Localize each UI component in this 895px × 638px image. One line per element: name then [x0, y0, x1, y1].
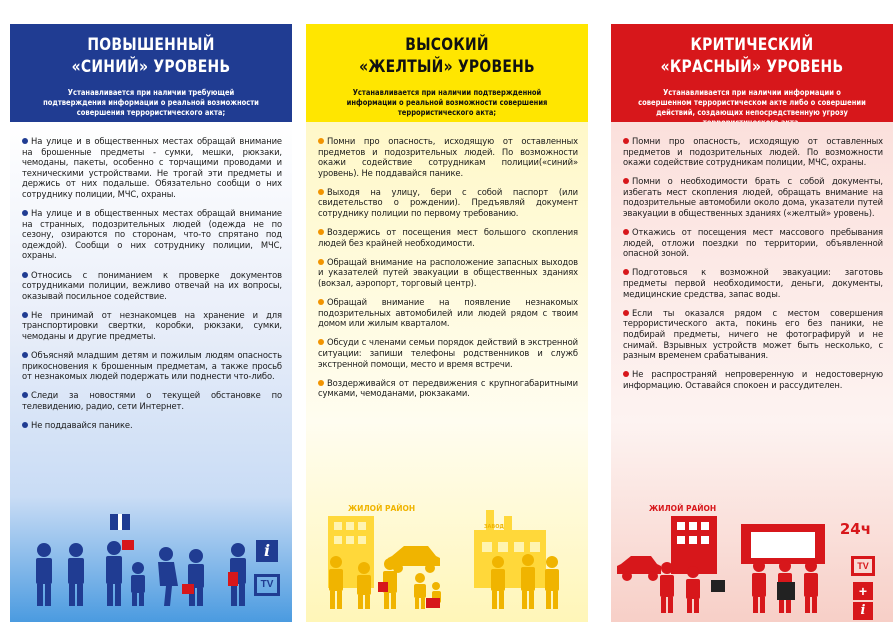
yellow-city-illustration — [306, 502, 588, 622]
red-title-line1: КРИТИЧЕСКИЙ — [690, 35, 814, 55]
column-red-level — [611, 24, 893, 622]
yellow-illustration — [306, 502, 588, 622]
blue-illustration — [10, 512, 292, 622]
list-item: Выходя на улицу, бери с собой паспорт (или свидетельство о рождении). Предъявляй документ сотруднику полиции по первому требованию. — [318, 186, 578, 219]
bullet-icon — [318, 259, 324, 265]
list-item: Не принимай от незнакомцев на хранение и для транспортировки свертки, коробки, рюкзаки, сумки, чемоданы и другие предметы. — [22, 309, 282, 341]
bullet-icon — [22, 352, 28, 358]
bullet-icon — [623, 138, 629, 144]
bullet-icon — [318, 339, 324, 345]
blue-level-subtitle: Устанавливается при наличии требующей подтверждения информации о реальной возможности совершения террористического акта; — [43, 88, 259, 117]
yellow-level-body — [306, 122, 588, 622]
red-level-subtitle: Устанавливается при наличии информации о совершенном террористическом акте либо о совершении действий, создающих непосредственную угрозу — [638, 88, 866, 117]
bullet-icon — [623, 229, 629, 235]
info-icon: i — [256, 540, 278, 562]
bullet-icon — [623, 310, 629, 316]
bullet-icon — [623, 178, 629, 184]
list-item: Не поддавайся панике. — [22, 420, 282, 431]
yellow-level-subtitle: Устанавливается при наличии подтвержденной информации о реальной возможности совершения террористического акта; — [346, 88, 548, 117]
gift-box-icon — [110, 514, 130, 530]
yellow-level-list — [306, 122, 588, 399]
list-item: Обсуди с членами семьи порядок действий в экстренной ситуации: запиши телефоны родственников и служб экстренной помощи, место и время встречи. — [318, 337, 578, 369]
blue-level-title — [35, 34, 266, 78]
column-yellow-level — [306, 24, 588, 622]
badge-24h: 24ч — [839, 520, 871, 538]
yellow-level-header — [306, 24, 588, 122]
red-title-line2: «КРАСНЫЙ» УРОВЕНЬ — [660, 57, 844, 77]
red-level-list — [611, 122, 893, 390]
list-item: Объясняй младшим детям и пожилым людям опасность прикосновения к брошенным предметам, а также просьб от незнакомых людей подержать или поднести что-либо. — [22, 350, 282, 382]
bullet-icon — [318, 229, 324, 235]
list-item: Воздерживайся от передвижения с крупногабаритными сумками, чемоданами, рюкзаками. — [318, 377, 578, 399]
bullet-icon — [22, 392, 28, 398]
bullet-icon — [623, 269, 629, 275]
list-item: На улице и в общественных местах обращай внимание на брошенные предметы - сумки, мешки, рюкзаки, чемоданы, пакеты, особенно с торчащими проводами и техническими устройствами. Не трогай эти предметы и держись от них подальше. Обязательно сообщи о них сотруднику полиции, МЧС, охраны. — [22, 136, 282, 199]
column-blue-level — [10, 24, 292, 622]
list-item: Обращай внимание на появление незнакомых подозрительных автомобилей или людей рядом с твоим домом или жилым кварталом. — [318, 297, 578, 329]
bullet-icon — [318, 189, 324, 195]
list-item: Помни про опасность, исходящую от оставленных предметов и подозрительных людей. По возможности окажи содействие сотрудникам полиции(«синий» уровень). Не поддавайся панике. — [318, 136, 578, 178]
list-item: Откажись от посещения мест массового пребывания людей, отложи поездки по территории, объявленной опасной зоной. — [623, 227, 883, 259]
bullet-icon — [318, 380, 324, 386]
list-item: На улице и в общественных местах обращай внимание на странных, подозрительных людей (одежда не по сезону, озираются по сторонам, что-то спрятано под одеждой). Сообщи о них сотруднику полиции, МЧС, охраны. — [22, 208, 282, 261]
factory-label: ЗАВОД — [484, 524, 504, 530]
list-item: Относись с пониманием к проверке документов сотрудниками полиции, вежливо отвечай на их вопросы, оказывай посильное содействие. — [22, 269, 282, 301]
list-item: Следи за новостями о текущей обстановке по телевидению, радио, сети Интернет. — [22, 390, 282, 411]
tv-icon: TV — [254, 574, 280, 596]
blue-title-line2: «СИНИЙ» УРОВЕНЬ — [71, 57, 231, 77]
list-item: Воздержись от посещения мест большого скопления людей без крайней необходимости. — [318, 227, 578, 248]
bullet-icon — [22, 312, 28, 318]
blue-level-list — [10, 122, 292, 431]
red-level-header — [611, 24, 893, 122]
first-aid-icon: + — [853, 582, 873, 600]
info-icon: i — [853, 602, 873, 620]
yellow-title-line1: ВЫСОКИЙ — [405, 35, 489, 55]
bullet-icon — [22, 272, 28, 278]
blue-level-header — [10, 24, 292, 122]
list-item: Помни о необходимости брать с собой документы, избегать мест скопления людей, обращать внимание на подозрительные автомобили около дома, указатели путей эвакуации в общественных зданиях («желтый» уровень). — [623, 176, 883, 219]
district-label: ЖИЛОЙ РАЙОН — [348, 504, 416, 513]
bullet-icon — [318, 299, 324, 305]
blue-level-body — [10, 122, 292, 622]
bullet-icon — [22, 138, 28, 144]
blue-people-illustration — [10, 512, 292, 622]
bullet-icon — [318, 138, 324, 144]
list-item: Помни про опасность, исходящую от оставленных предметов и подозрительных людей. По возможности окажи содействие сотрудникам полиции, МЧС, охраны. — [623, 136, 883, 168]
bullet-icon — [623, 371, 629, 377]
red-illustration — [611, 502, 893, 622]
list-item: Не распространяй непроверенную и недостоверную информацию. Оставайся спокоен и рассудителен. — [623, 369, 883, 390]
list-item: Обращай внимание на расположение запасных выходов и указателей путей эвакуации в общественных зданиях (вокзал, аэропорт, торговый центр). — [318, 256, 578, 289]
yellow-title-line2: «ЖЕЛТЫЙ» УРОВЕНЬ — [359, 57, 535, 77]
bullet-icon — [22, 210, 28, 216]
list-item: Если ты оказался рядом с местом совершения террористического акта, покинь его без паники, не подбирай предметы, ничего не фотографируй и не снимай. Взрывных устройств может быть несколько, с разным временем срабатывания. — [623, 307, 883, 361]
red-level-title — [636, 34, 867, 78]
yellow-level-title — [331, 34, 562, 78]
list-item: Подготовься к возможной эвакуации: заготовь предметы первой необходимости, деньги, документы, медицинские средства, запас воды. — [623, 267, 883, 299]
tv-icon: TV — [851, 556, 875, 576]
bullet-icon — [22, 422, 28, 428]
red-level-body — [611, 122, 893, 622]
blue-title-line1: ПОВЫШЕННЫЙ — [87, 35, 215, 55]
district-label: ЖИЛОЙ РАЙОН — [649, 504, 717, 513]
